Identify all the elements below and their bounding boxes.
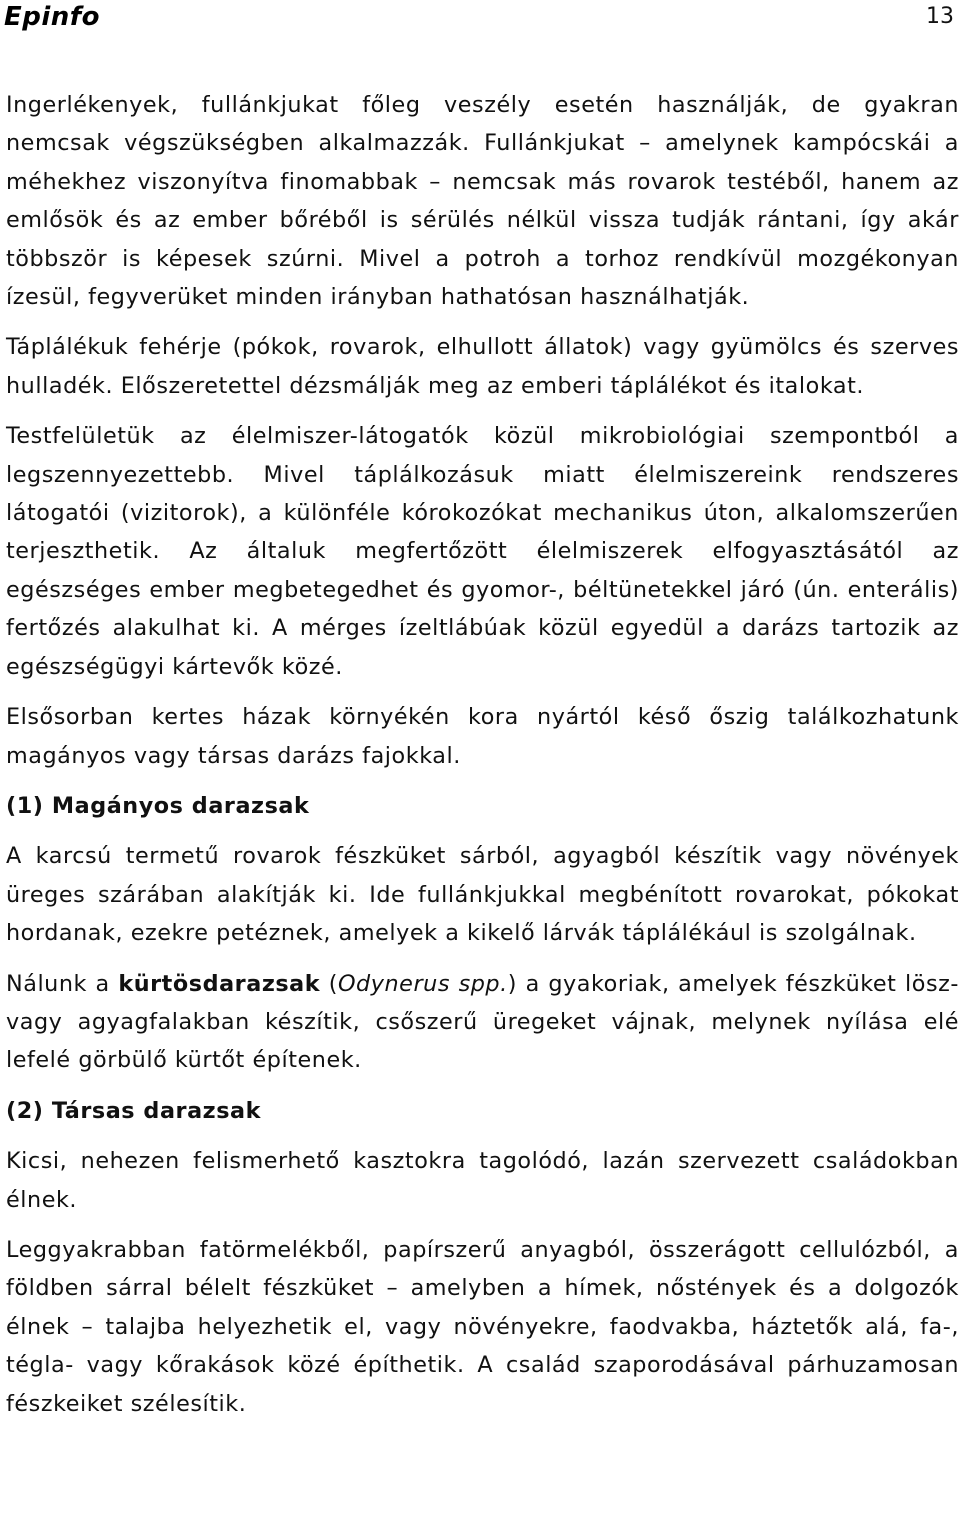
paragraph-diet: Táplálékuk fehérje (pókok, rovarok, elhullott állatok) vagy gyümölcs és szerves hulladék. Előszeretettel dézsmálják meg az emberi táplálékot és italokat. <box>6 334 959 399</box>
bold-term: kürtösdarazsak <box>118 970 321 997</box>
paragraph-social-castes: Kicsi, nehezen felismerhető kasztokra tagolódó, lazán szervezett családokban élnek. <box>6 1148 959 1213</box>
paragraph-occurrence: Elsősorban kertes házak környékén kora nyártól késő őszig találkozhatunk magányos vagy társas darázs fajokkal. <box>6 704 959 769</box>
species-name: Odynerus spp. <box>337 970 508 997</box>
paragraph-solitary-nests: A karcsú termetű rovarok fészküket sárból, agyagból készítik vagy növények üreges szárában alakítják ki. Ide fullánkjukkal megbénított rovarokat, pókokat hordanak, ezekre petéznek, amelyek a kikelő lárvák táplálékául is szolgálnak. <box>6 843 959 947</box>
page-number: 13 <box>926 4 954 29</box>
paragraph-social-nests: Leggyakrabban fatörmelékből, papírszerű anyagból, összerágott cellulózból, a földben sárral bélelt fészküket – amelyben a hímek, nőstények és a dolgozók élnek – talajba helyezhetik el, vagy növényekre, faodvakba, háztetők alá, fa-, tégla- vagy kőrakások közé építhetik. A család szaporodásával párhuzamosan fészkeiket szélesítik. <box>6 1236 959 1417</box>
text-segment: Nálunk a <box>6 970 119 997</box>
text-segment: ) a gyakoriak, amelyek fészküket lösz- vagy agyagfalakban készítik, csőszerű üregeket vájnak, melynek nyílása elé lefelé görbülő kürtőt építenek. <box>6 970 959 1074</box>
heading-social-wasps: (2) Társas darazsak <box>6 1097 262 1124</box>
publisher-logo: Epinfo <box>4 2 100 32</box>
document-body <box>6 86 959 1435</box>
text-segment: ( <box>320 970 338 997</box>
paragraph-stinging: Ingerlékenyek, fullánkjukat főleg veszély esetén használják, de gyakran nemcsak végszükségben alkalmazzák. Fullánkjukat – amelynek kampócskái a méhekhez viszonyítva finomabbak – nemcsak más rovarok testéből, hanem az emlősök és az ember bőréből is sérülés nélkül vissza tudják rántani, így akár többször is képesek szúrni. Mivel a potroh a torhoz rendkívül mozgékonyan ízesül, fegyverüket minden irányban hathatósan használhatják. <box>6 92 959 311</box>
heading-solitary-wasps: (1) Magányos darazsak <box>6 792 310 819</box>
page-header <box>0 0 960 40</box>
paragraph-hygiene: Testfelületük az élelmiszer-látogatók közül mikrobiológiai szempontból a legszennyezettebb. Mivel táplálkozásuk miatt élelmiszereink rendszeres látogatói (vizitorok), a különféle kórokozókat mechanikus úton, alkalomszerűen terjeszthetik. Az általuk megfertőzött élelmiszerek elfogyasztásától az egészséges ember megbetegedhet és gyomor-, béltünetekkel járó (ún. enterális) fertőzés alakulhat ki. A mérges ízeltlábúak közül egyedül a darázs tartozik az egészségügyi kártevők közé. <box>6 423 959 680</box>
paragraph-odynerus <box>6 965 959 1080</box>
